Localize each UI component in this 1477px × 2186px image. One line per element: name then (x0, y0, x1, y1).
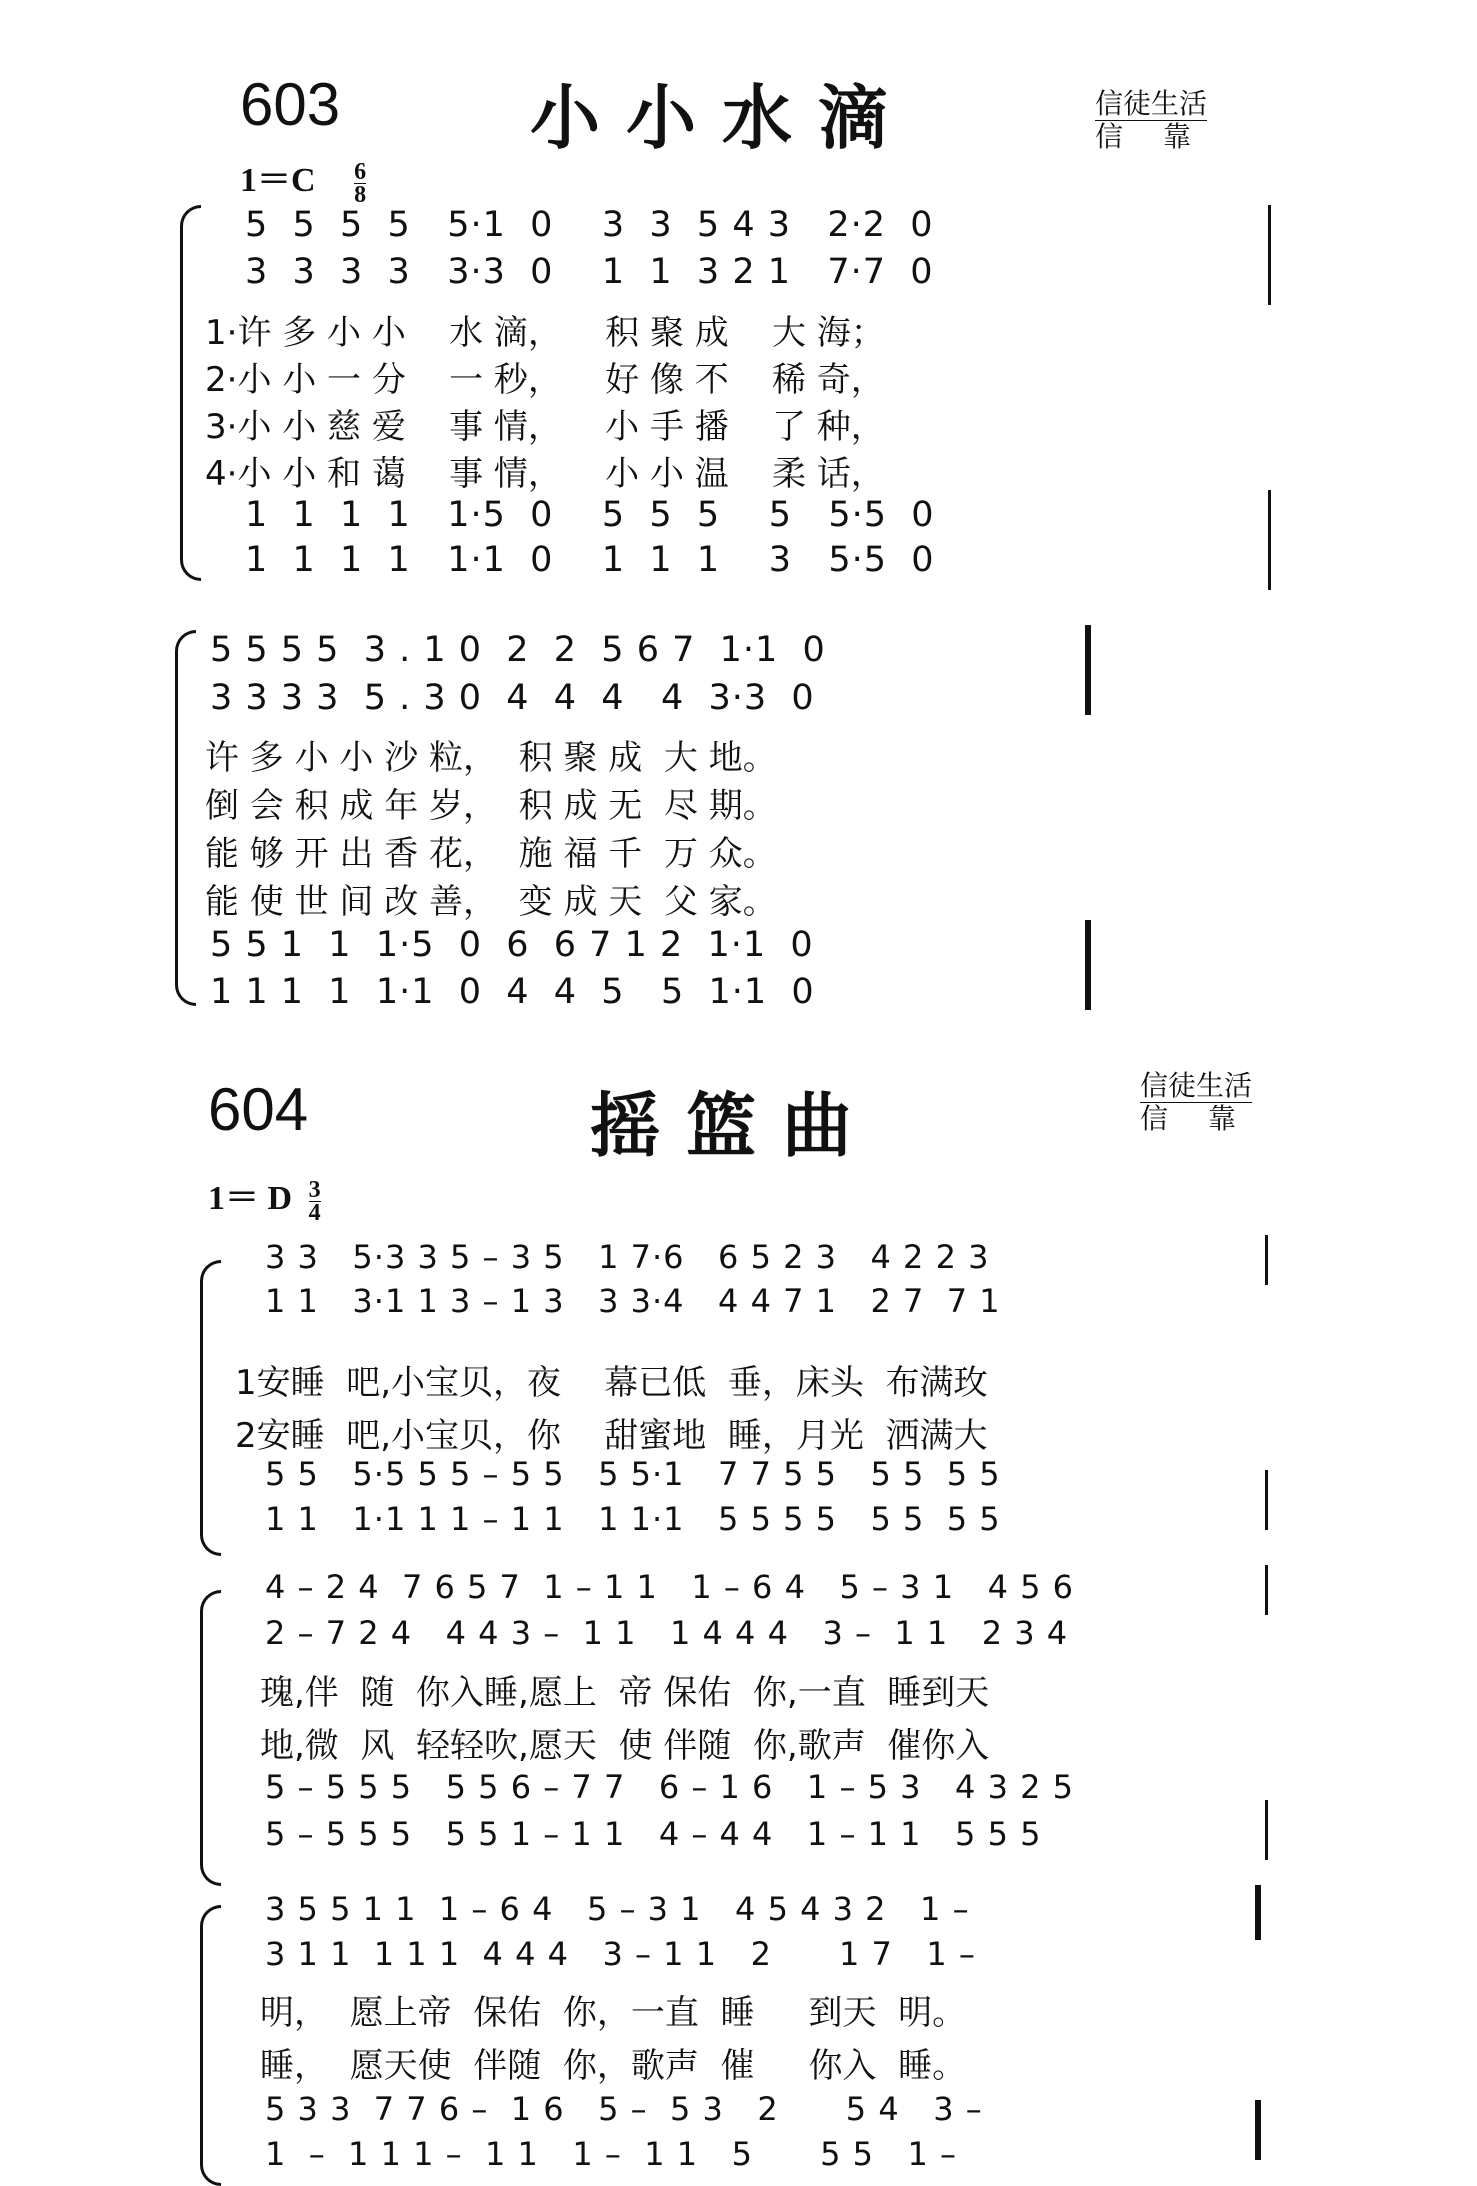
system-brace (175, 630, 196, 1006)
time-signature (354, 158, 367, 208)
tenor-line: 5 3 3 7 7 6 – 1 6 5 – 5 3 2 5 4 3 – (265, 2090, 983, 2128)
bass-line: 1 1 1 1 1·1 0 1 1 1 3 5·5 0 (245, 540, 935, 580)
system-brace (200, 1260, 221, 1556)
alto-line: 3 3 3 3 3·3 0 1 1 3 2 1 7·7 0 (245, 252, 934, 292)
alto-line: 3 3 3 3 5 . 3 0 4 4 4 4 3·3 0 (210, 678, 815, 718)
soprano-line: 4 – 2 4 7 6 5 7 1 – 1 1 1 – 6 4 5 – 3 1 4 5 6 (265, 1568, 1074, 1606)
verse-1-lyrics: 1安睡 吧,小宝贝，夜 幕已低 垂，床头 布满玫 (235, 1363, 988, 1403)
tenor-line: 5 – 5 5 5 5 5 6 – 7 7 6 – 1 6 1 – 5 3 4 3 2 5 (265, 1768, 1074, 1806)
verse-2-lyrics: 2·小 小 一 分 一 秒， 好 像 不 稀 奇， (205, 360, 885, 400)
tenor-line: 1 1 1 1 1·5 0 5 5 5 5 5·5 0 (245, 495, 935, 535)
system-brace (180, 205, 201, 581)
final-barline (1255, 2100, 1261, 2160)
hymn-title-604: 摇篮曲 (590, 1084, 878, 1167)
hymn-title-603: 小小水滴 (530, 76, 914, 159)
verse-2-lyrics: 2安睡 吧,小宝贝，你 甜蜜地 睡，月光 洒满大 (235, 1416, 988, 1456)
alto-line: 2 – 7 2 4 4 4 3 – 1 1 1 4 4 4 3 – 1 1 2 3 4 (265, 1614, 1069, 1652)
tenor-line: 5 5 1 1 1·5 0 6 6 7 1 2 1·1 0 (210, 925, 814, 965)
barline (1265, 1470, 1268, 1530)
credit-author: 信靠 (1140, 1102, 1277, 1135)
verse-4-lyrics: 能 使 世 间 改 善， 变 成 天 父 家。 (205, 882, 777, 922)
soprano-line: 3 5 5 1 1 1 – 6 4 5 – 3 1 4 5 4 3 2 1 – (265, 1890, 970, 1928)
credit-author: 信靠 (1095, 120, 1232, 153)
system-brace (200, 1905, 221, 2186)
barline (1265, 1235, 1268, 1285)
verse-2-lyrics: 倒 会 积 成 年 岁， 积 成 无 尽 期。 (205, 786, 777, 826)
barline (1265, 1800, 1268, 1860)
system-brace (200, 1590, 221, 1886)
final-barline (1085, 920, 1091, 1010)
bass-line: 1 1 1·1 1 1 – 1 1 1 1·1 5 5 5 5 5 5 5 5 (265, 1500, 1001, 1538)
verse-1-lyrics: 许 多 小 小 沙 粒， 积 聚 成 大 地。 (205, 738, 777, 778)
time-bottom: 8 (354, 181, 367, 208)
key-signature-604 (208, 1170, 321, 1224)
hymn-number-604: 604 (208, 1076, 309, 1143)
soprano-line: 5 5 5 5 5·1 0 3 3 5 4 3 2·2 0 (245, 205, 934, 245)
bass-line: 1 1 1 1 1·1 0 4 4 5 5 1·1 0 (210, 972, 815, 1012)
verse-4-lyrics: 4·小 小 和 蔼 事 情， 小 小 温 柔 话， (205, 454, 885, 494)
verse-2-lyrics: 地,微 风 轻轻吹,愿天 使 伴随 你,歌声 催你入 (260, 1726, 990, 1766)
bass-line: 1 – 1 1 1 – 1 1 1 – 1 1 5 5 5 1 – (265, 2135, 957, 2173)
soprano-line: 5 5 5 5 3 . 1 0 2 2 5 6 7 1·1 0 (210, 630, 826, 670)
barline (1268, 490, 1271, 590)
tenor-line: 5 5 5·5 5 5 – 5 5 5 5·1 7 7 5 5 5 5 5 5 (265, 1455, 1001, 1493)
key-label: 1＝ D (208, 1180, 293, 1217)
hymn-number-603: 603 (240, 71, 341, 138)
time-signature (308, 1176, 321, 1226)
verse-3-lyrics: 能 够 开 出 香 花， 施 福 千 万 众。 (205, 834, 777, 874)
time-top: 3 (308, 1176, 321, 1203)
key-label: 1＝C (240, 162, 316, 199)
final-barline (1085, 625, 1091, 715)
alto-line: 1 1 3·1 1 3 – 1 3 3 3·4 4 4 7 1 2 7 7 1 (265, 1282, 1001, 1320)
hymn-credit-603 (1095, 88, 1231, 153)
verse-3-lyrics: 3·小 小 慈 爱 事 情， 小 手 播 了 种， (205, 407, 885, 447)
credit-source: 信徒生活 (1140, 1069, 1253, 1102)
barline (1268, 205, 1271, 305)
bass-line: 5 – 5 5 5 5 5 1 – 1 1 4 – 4 4 1 – 1 1 5 5 5 (265, 1815, 1042, 1853)
soprano-line: 3 3 5·3 3 5 – 3 5 1 7·6 6 5 2 3 4 2 2 3 (265, 1238, 990, 1276)
hymn-credit-604 (1140, 1070, 1276, 1135)
barline (1265, 1565, 1268, 1615)
time-bottom: 4 (308, 1199, 321, 1226)
verse-1-lyrics: 明， 愿上帝 保佑 你，一直 睡 到天 明。 (260, 1993, 967, 2033)
alto-line: 3 1 1 1 1 1 4 4 4 3 – 1 1 2 1 7 1 – (265, 1935, 976, 1973)
key-signature-603 (240, 152, 366, 206)
time-top: 6 (354, 158, 367, 185)
final-barline (1255, 1885, 1261, 1940)
verse-1-lyrics: 1·许 多 小 小 水 滴， 积 聚 成 大 海； (205, 313, 885, 353)
verse-2-lyrics: 睡， 愿天使 伴随 你，歌声 催 你入 睡。 (260, 2046, 967, 2086)
verse-1-lyrics: 瑰,伴 随 你入睡,愿上 帝 保佑 你,一直 睡到天 (260, 1673, 990, 1713)
credit-source: 信徒生活 (1095, 87, 1208, 120)
